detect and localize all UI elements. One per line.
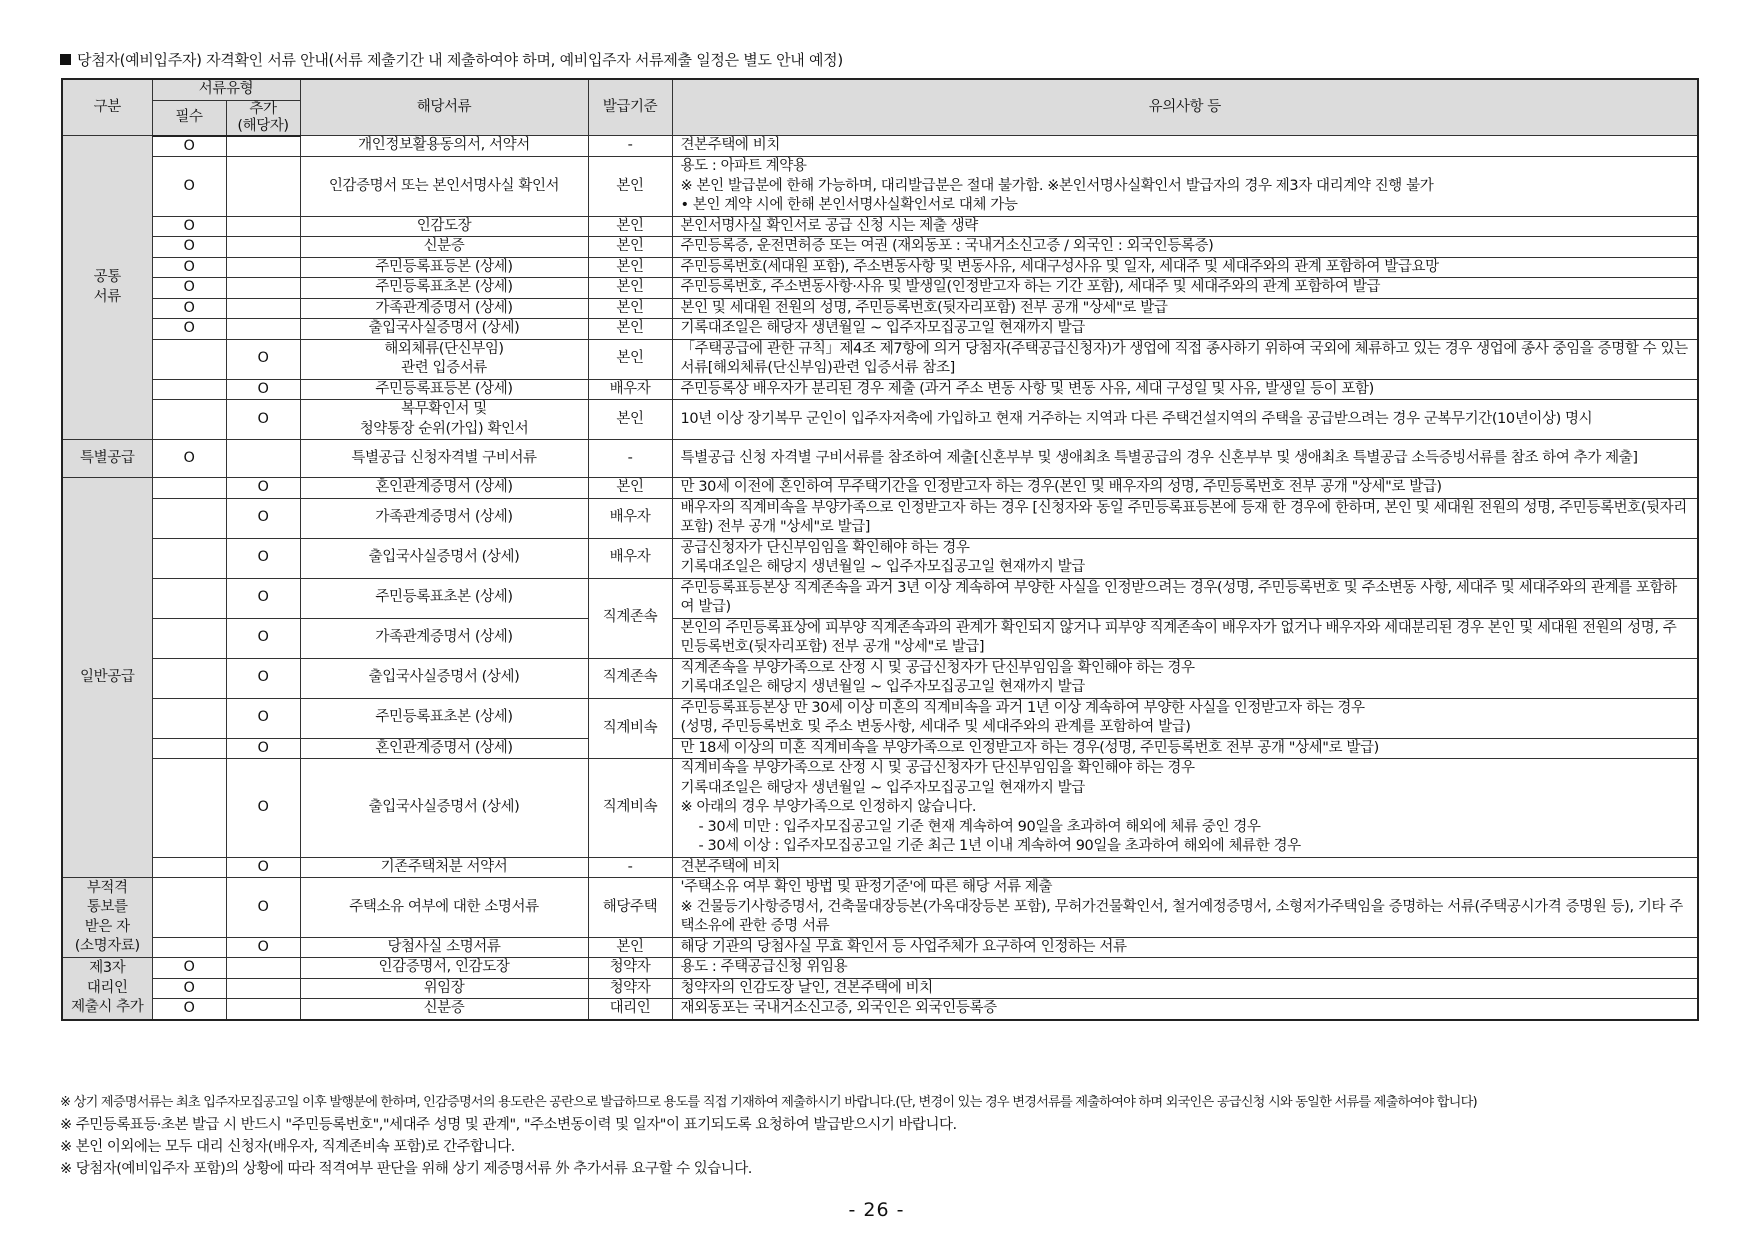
table-row bbox=[62, 157, 1698, 217]
footnotes bbox=[60, 1092, 1700, 1180]
additional-mark: O bbox=[226, 478, 300, 499]
header-issuer: 발급기준 bbox=[588, 79, 672, 136]
notes-cell bbox=[672, 738, 1698, 759]
required-mark bbox=[152, 937, 226, 958]
notes-cell bbox=[672, 698, 1698, 738]
additional-mark bbox=[226, 319, 300, 340]
note-line: 해당 기관의 당첨사실 무효 확인서 등 사업주체가 요구하여 인정하는 서류 bbox=[680, 938, 1127, 955]
issuer: 배우자 bbox=[588, 379, 672, 400]
note-line: 본인서명사실 확인서로 공급 신청 시는 제출 생략 bbox=[680, 217, 978, 234]
section-label: 공통 서류 bbox=[62, 136, 152, 440]
note-line: • 본인 계약 시에 한해 본인서명사실확인서로 대체 가능 bbox=[680, 197, 1018, 213]
document-name: 주민등록표등본 (상세) bbox=[300, 257, 588, 278]
required-mark bbox=[152, 400, 226, 440]
document-name: 인감도장 bbox=[300, 216, 588, 237]
additional-mark bbox=[226, 440, 300, 478]
table-body bbox=[62, 136, 1698, 1020]
notes-cell bbox=[672, 298, 1698, 319]
required-mark: O bbox=[152, 278, 226, 299]
required-mark: O bbox=[152, 978, 226, 999]
note-line: 기록대조일은 해당자 생년월일 ~ 입주자모집공고일 현재까지 발급 bbox=[680, 320, 1085, 336]
header-notes: 유의사항 등 bbox=[672, 79, 1698, 136]
document-name: 인감증명서, 인감도장 bbox=[300, 958, 588, 979]
page-title-text: 당첨자(예비입주자) 자격확인 서류 안내(서류 제출기간 내 제출하여야 하며, 예비입주자 서류제출 일정은 별도 안내 예정) bbox=[77, 51, 843, 69]
notes-cell bbox=[672, 618, 1698, 658]
document-name: 출입국사실증명서 (상세) bbox=[300, 759, 588, 858]
note-line: 본인 및 세대원 전원의 성명, 주민등록번호(뒷자리포함) 전부 공개 "상세"로 발급 bbox=[680, 299, 1168, 316]
issuer: 본인 bbox=[588, 937, 672, 958]
note-line: 기록대조일은 해당지 생년월일 ~ 입주자모집공고일 현재까지 발급 bbox=[680, 559, 1085, 575]
required-mark: O bbox=[152, 319, 226, 340]
additional-mark bbox=[226, 136, 300, 157]
issuer: 해당주택 bbox=[588, 878, 672, 938]
issuer: 직계비속 bbox=[588, 698, 672, 759]
note-line: 직계존속을 부양가족으로 산정 시 및 공급신청자가 단신부임임을 확인해야 하는 경우 bbox=[680, 659, 1195, 676]
notes-cell bbox=[672, 136, 1698, 157]
note-line: 주민등록상 배우자가 분리된 경우 제출 (과거 주소 변동 사항 및 변동 사유, 세대 구성일 및 사유, 발생일 등이 포함) bbox=[680, 380, 1374, 397]
required-mark bbox=[152, 738, 226, 759]
notes-cell bbox=[672, 857, 1698, 878]
note-line: - 30세 이상 : 입주자모집공고일 기준 최근 1년 이내 계속하여 90일을 초과하여 해외에 체류한 경우 bbox=[698, 838, 1301, 854]
additional-mark bbox=[226, 978, 300, 999]
issuer: 본인 bbox=[588, 257, 672, 278]
square-bullet-icon bbox=[60, 54, 71, 65]
issuer: 본인 bbox=[588, 400, 672, 440]
required-mark bbox=[152, 478, 226, 499]
document-name: 신분증 bbox=[300, 999, 588, 1020]
note-line: 기록대조일은 해당지 생년월일 ~ 입주자모집공고일 현재까지 발급 bbox=[680, 679, 1085, 695]
additional-mark bbox=[226, 999, 300, 1020]
note-line: (성명, 주민등록번호 및 주소 변동사항, 세대주 및 세대주와의 관계를 포함하여 발급) bbox=[680, 719, 1191, 735]
document-name: 출입국사실증명서 (상세) bbox=[300, 319, 588, 340]
issuer: 본인 bbox=[588, 339, 672, 379]
document-name: 주민등록표초본 (상세) bbox=[300, 578, 588, 618]
note-line: 견본주택에 비치 bbox=[680, 858, 780, 875]
document-name: 해외체류(단신부임) 관련 입증서류 bbox=[300, 339, 588, 379]
required-mark bbox=[152, 658, 226, 698]
table-row bbox=[62, 578, 1698, 618]
table-row bbox=[62, 298, 1698, 319]
additional-mark: O bbox=[226, 698, 300, 738]
note-line: ※ 아래의 경우 부양가족으로 인정하지 않습니다. bbox=[680, 799, 977, 815]
note-line: '주택소유 여부 확인 방법 및 판정기준'에 따른 해당 서류 제출 bbox=[680, 879, 1053, 895]
additional-mark: O bbox=[226, 658, 300, 698]
notes-cell bbox=[672, 400, 1698, 440]
footnote: ※ 당첨자(예비입주자 포함)의 상황에 따라 적격여부 판단을 위해 상기 제증명서류 外 추가서류 요구할 수 있습니다. bbox=[60, 1161, 752, 1177]
notes-cell bbox=[672, 937, 1698, 958]
note-line: 주민등록표등본상 만 30세 이상 미혼의 직계비속을 과거 1년 이상 계속하여 부양한 사실을 인정받고자 하는 경우 bbox=[680, 699, 1365, 716]
table-row bbox=[62, 136, 1698, 157]
document-name: 주민등록표초본 (상세) bbox=[300, 278, 588, 299]
note-line: 주민등록번호(세대원 포함), 주소변동사항 및 변동사유, 세대구성사유 및 일자, 세대주 및 세대주와의 관계 포함하여 발급요망 bbox=[680, 258, 1439, 275]
notes-cell bbox=[672, 759, 1698, 858]
notes-cell bbox=[672, 157, 1698, 217]
document-name: 혼인관계증명서 (상세) bbox=[300, 738, 588, 759]
notes-cell bbox=[672, 578, 1698, 618]
note-line: ※ 건물등기사항증명서, 건축물대장등본(가옥대장등본 포함), 무허가건물확인서, 철거예정증명서, 소형저가주택임을 증명하는 서류(주택공시가격 증명원 등), 기타 주택소유에 관한 증명 서류 bbox=[680, 898, 1683, 934]
additional-mark: O bbox=[226, 578, 300, 618]
notes-cell bbox=[672, 658, 1698, 698]
issuer: 본인 bbox=[588, 478, 672, 499]
notes-cell bbox=[672, 498, 1698, 538]
required-mark bbox=[152, 538, 226, 578]
note-line: 용도 : 아파트 계약용 bbox=[680, 158, 807, 174]
required-mark bbox=[152, 698, 226, 738]
table-row bbox=[62, 478, 1698, 499]
footnote: ※ 본인 이외에는 모두 대리 신청자(배우자, 직계존비속 포함)로 간주합니다. bbox=[60, 1139, 515, 1155]
required-mark bbox=[152, 339, 226, 379]
section-label: 제3자 대리인 제출시 추가 bbox=[62, 958, 152, 1020]
additional-mark: O bbox=[226, 400, 300, 440]
note-line: 특별공급 신청 자격별 구비서류를 참조하여 제출[신혼부부 및 생애최초 특별공급의 경우 신혼부부 및 생애최초 특별공급 소득증빙서류를 참조 하여 추가 제출] bbox=[680, 449, 1638, 466]
required-mark bbox=[152, 618, 226, 658]
document-name: 가족관계증명서 (상세) bbox=[300, 498, 588, 538]
table-row bbox=[62, 738, 1698, 759]
required-mark: O bbox=[152, 237, 226, 258]
notes-cell bbox=[672, 538, 1698, 578]
notes-cell bbox=[672, 978, 1698, 999]
required-mark bbox=[152, 379, 226, 400]
issuer: - bbox=[588, 857, 672, 878]
issuer: 청약자 bbox=[588, 958, 672, 979]
table-row bbox=[62, 658, 1698, 698]
additional-mark: O bbox=[226, 857, 300, 878]
section-label: 일반공급 bbox=[62, 478, 152, 878]
issuer: 직계비속 bbox=[588, 759, 672, 858]
required-mark: O bbox=[152, 440, 226, 478]
table-row bbox=[62, 538, 1698, 578]
required-mark bbox=[152, 578, 226, 618]
required-mark bbox=[152, 878, 226, 938]
note-line: 기록대조일은 해당자 생년월일 ~ 입주자모집공고일 현재까지 발급 bbox=[680, 779, 1085, 796]
document-name: 가족관계증명서 (상세) bbox=[300, 618, 588, 658]
additional-mark bbox=[226, 298, 300, 319]
additional-mark: O bbox=[226, 538, 300, 578]
table-row bbox=[62, 237, 1698, 258]
note-line: 주민등록표등본상 직계존속을 과거 3년 이상 계속하여 부양한 사실을 인정받으려는 경우(성명, 주민등록번호 및 주소변동 사항, 세대주 및 세대주와의 관계를 포함하여 발급) bbox=[680, 579, 1677, 615]
note-line: 청약자의 인감도장 날인, 견본주택에 비치 bbox=[680, 979, 933, 996]
issuer: 본인 bbox=[588, 298, 672, 319]
table-row bbox=[62, 759, 1698, 858]
header-additional: 추가 (해당자) bbox=[226, 100, 300, 136]
table-row bbox=[62, 339, 1698, 379]
additional-mark: O bbox=[226, 339, 300, 379]
document-name: 가족관계증명서 (상세) bbox=[300, 298, 588, 319]
table-row bbox=[62, 618, 1698, 658]
document-name: 출입국사실증명서 (상세) bbox=[300, 658, 588, 698]
note-line: 용도 : 주택공급신청 위임용 bbox=[680, 959, 848, 975]
additional-mark: O bbox=[226, 759, 300, 858]
document-name: 신분증 bbox=[300, 237, 588, 258]
notes-cell bbox=[672, 999, 1698, 1020]
document-name: 복무확인서 및 청약통장 순위(가입) 확인서 bbox=[300, 400, 588, 440]
document-name: 주민등록표등본 (상세) bbox=[300, 379, 588, 400]
document-name: 주민등록표초본 (상세) bbox=[300, 698, 588, 738]
document-table bbox=[61, 78, 1699, 1021]
notes-cell bbox=[672, 237, 1698, 258]
table-row bbox=[62, 958, 1698, 979]
section-label: 특별공급 bbox=[62, 440, 152, 478]
required-mark: O bbox=[152, 298, 226, 319]
required-mark bbox=[152, 759, 226, 858]
notes-cell bbox=[672, 319, 1698, 340]
document-name: 출입국사실증명서 (상세) bbox=[300, 538, 588, 578]
additional-mark: O bbox=[226, 937, 300, 958]
additional-mark: O bbox=[226, 379, 300, 400]
notes-cell bbox=[672, 478, 1698, 499]
issuer: 배우자 bbox=[588, 498, 672, 538]
issuer: 청약자 bbox=[588, 978, 672, 999]
note-line: 본인의 주민등록표상에 피부양 직계존속과의 관계가 확인되지 않거나 피부양 직계존속이 배우자가 없거나 배우자와 세대분리된 경우 본인 및 세대원 전원의 성명, 주민등록번호(뒷자리포함) 전부 공개 "상세"로 발급] bbox=[680, 619, 1677, 655]
footnote: ※ 상기 제증명서류는 최초 입주자모집공고일 이후 발행분에 한하며, 인감증명서의 용도란은 공란으로 발급하므로 용도를 직접 기재하여 제출하시기 바랍니다.(단, 변경이 있는 경우 변경서류를 제출하여야 하며 외국인은 공급신청 시와 동일한 서류를 제출하여야 합니다) bbox=[60, 1095, 1477, 1110]
notes-cell bbox=[672, 257, 1698, 278]
note-line: 만 18세 이상의 미혼 직계비속을 부양가족으로 인정받고자 하는 경우(성명, 주민등록번호 전부 공개 "상세"로 발급) bbox=[680, 739, 1379, 756]
document-name: 주택소유 여부에 대한 소명서류 bbox=[300, 878, 588, 938]
table-row bbox=[62, 216, 1698, 237]
issuer: 본인 bbox=[588, 278, 672, 299]
notes-cell bbox=[672, 379, 1698, 400]
table-row bbox=[62, 379, 1698, 400]
document-name: 위임장 bbox=[300, 978, 588, 999]
section-label: 부적격 통보를 받은 자 (소명자료) bbox=[62, 878, 152, 958]
issuer: 배우자 bbox=[588, 538, 672, 578]
notes-cell bbox=[672, 878, 1698, 938]
notes-cell bbox=[672, 278, 1698, 299]
table-row bbox=[62, 978, 1698, 999]
document-name: 인감증명서 또는 본인서명사실 확인서 bbox=[300, 157, 588, 217]
page-title bbox=[60, 49, 843, 70]
note-line: ※ 본인 발급분에 한해 가능하며, 대리발급분은 절대 불가함. ※본인서명사실확인서 발급자의 경우 제3자 대리계약 진행 불가 bbox=[680, 177, 1434, 194]
table-row bbox=[62, 498, 1698, 538]
header-required: 필수 bbox=[152, 100, 226, 136]
note-line: 「주택공급에 관한 규칙」제4조 제7항에 의거 당첨자(주택공급신청자)가 생업에 직접 종사하기 위하여 국외에 체류하고 있는 경우 생업에 종사 중임을 증명할 수 있는 서류[해외체류(단신부임)관련 입증서류 참조] bbox=[680, 340, 1688, 376]
required-mark bbox=[152, 857, 226, 878]
required-mark: O bbox=[152, 136, 226, 157]
note-line: 주민등록번호, 주소변동사항·사유 및 발생일(인정받고자 하는 기간 포함), 세대주 및 세대주와의 관계 포함하여 발급 bbox=[680, 279, 1381, 295]
header-category: 구분 bbox=[62, 79, 152, 136]
additional-mark bbox=[226, 958, 300, 979]
issuer: 대리인 bbox=[588, 999, 672, 1020]
table-row bbox=[62, 698, 1698, 738]
table-row bbox=[62, 278, 1698, 299]
issuer: - bbox=[588, 136, 672, 157]
table-row bbox=[62, 440, 1698, 478]
required-mark: O bbox=[152, 157, 226, 217]
additional-mark: O bbox=[226, 618, 300, 658]
note-line: - 30세 미만 : 입주자모집공고일 기준 현재 계속하여 90일을 초과하여 해외에 체류 중인 경우 bbox=[698, 818, 1261, 835]
required-mark: O bbox=[152, 216, 226, 237]
notes-cell bbox=[672, 958, 1698, 979]
notes-cell bbox=[672, 216, 1698, 237]
additional-mark bbox=[226, 216, 300, 237]
issuer: 직계존속 bbox=[588, 658, 672, 698]
note-line: 배우자의 직계비속을 부양가족으로 인정받고자 하는 경우 [신청자와 동일 주민등록표등본에 등재 한 경우에 한하며, 본인 및 세대원 전원의 성명, 주민등록번호(뒷자리포함) 전부 공개 "상세"로 발급] bbox=[680, 499, 1687, 535]
note-line: 재외동포는 국내거소신고증, 외국인은 외국인등록증 bbox=[680, 1000, 997, 1016]
table-row bbox=[62, 937, 1698, 958]
document-name: 특별공급 신청자격별 구비서류 bbox=[300, 440, 588, 478]
issuer: 본인 bbox=[588, 216, 672, 237]
additional-mark bbox=[226, 278, 300, 299]
required-mark: O bbox=[152, 999, 226, 1020]
notes-cell bbox=[672, 339, 1698, 379]
header-doc-type: 서류유형 bbox=[152, 79, 300, 100]
required-mark bbox=[152, 498, 226, 538]
additional-mark: O bbox=[226, 878, 300, 938]
note-line: 만 30세 이전에 혼인하여 무주택기간을 인정받고자 하는 경우(본인 및 배우자의 성명, 주민등록번호 전부 공개 "상세"로 발급) bbox=[680, 479, 1442, 495]
document-name: 기존주택처분 서약서 bbox=[300, 857, 588, 878]
table-row bbox=[62, 999, 1698, 1020]
table-row bbox=[62, 400, 1698, 440]
header-document: 해당서류 bbox=[300, 79, 588, 136]
footnote: ※ 주민등록표등·초본 발급 시 반드시 "주민등록번호","세대주 성명 및 관계", "주소변동이력 및 일자"이 표기되도록 요청하여 발급받으시기 바랍니다. bbox=[60, 1117, 957, 1133]
required-mark: O bbox=[152, 958, 226, 979]
document-name: 혼인관계증명서 (상세) bbox=[300, 478, 588, 499]
additional-mark: O bbox=[226, 498, 300, 538]
table-row bbox=[62, 319, 1698, 340]
additional-mark bbox=[226, 257, 300, 278]
note-line: 10년 이상 장기복무 군인이 입주자저축에 가입하고 현재 거주하는 지역과 다른 주택건설지역의 주택을 공급받으려는 경우 군복무기간(10년이상) 명시 bbox=[680, 410, 1593, 427]
table-row bbox=[62, 878, 1698, 938]
note-line: 직계비속을 부양가족으로 산정 시 및 공급신청자가 단신부임임을 확인해야 하는 경우 bbox=[680, 760, 1195, 776]
issuer: 직계존속 bbox=[588, 578, 672, 658]
issuer: 본인 bbox=[588, 157, 672, 217]
table-row bbox=[62, 257, 1698, 278]
additional-mark bbox=[226, 237, 300, 258]
issuer: - bbox=[588, 440, 672, 478]
issuer: 본인 bbox=[588, 319, 672, 340]
note-line: 공급신청자가 단신부임임을 확인해야 하는 경우 bbox=[680, 539, 970, 556]
table-row bbox=[62, 857, 1698, 878]
additional-mark bbox=[226, 157, 300, 217]
additional-mark: O bbox=[226, 738, 300, 759]
page-number: - 26 - bbox=[848, 1199, 905, 1221]
notes-cell bbox=[672, 440, 1698, 478]
document-name: 당첨사실 소명서류 bbox=[300, 937, 588, 958]
required-mark: O bbox=[152, 257, 226, 278]
note-line: 견본주택에 비치 bbox=[680, 137, 780, 154]
issuer: 본인 bbox=[588, 237, 672, 258]
note-line: 주민등록증, 운전면허증 또는 여권 (재외동포 : 국내거소신고증 / 외국인 : 외국인등록증) bbox=[680, 238, 1214, 254]
document-name: 개인정보활용동의서, 서약서 bbox=[300, 136, 588, 157]
